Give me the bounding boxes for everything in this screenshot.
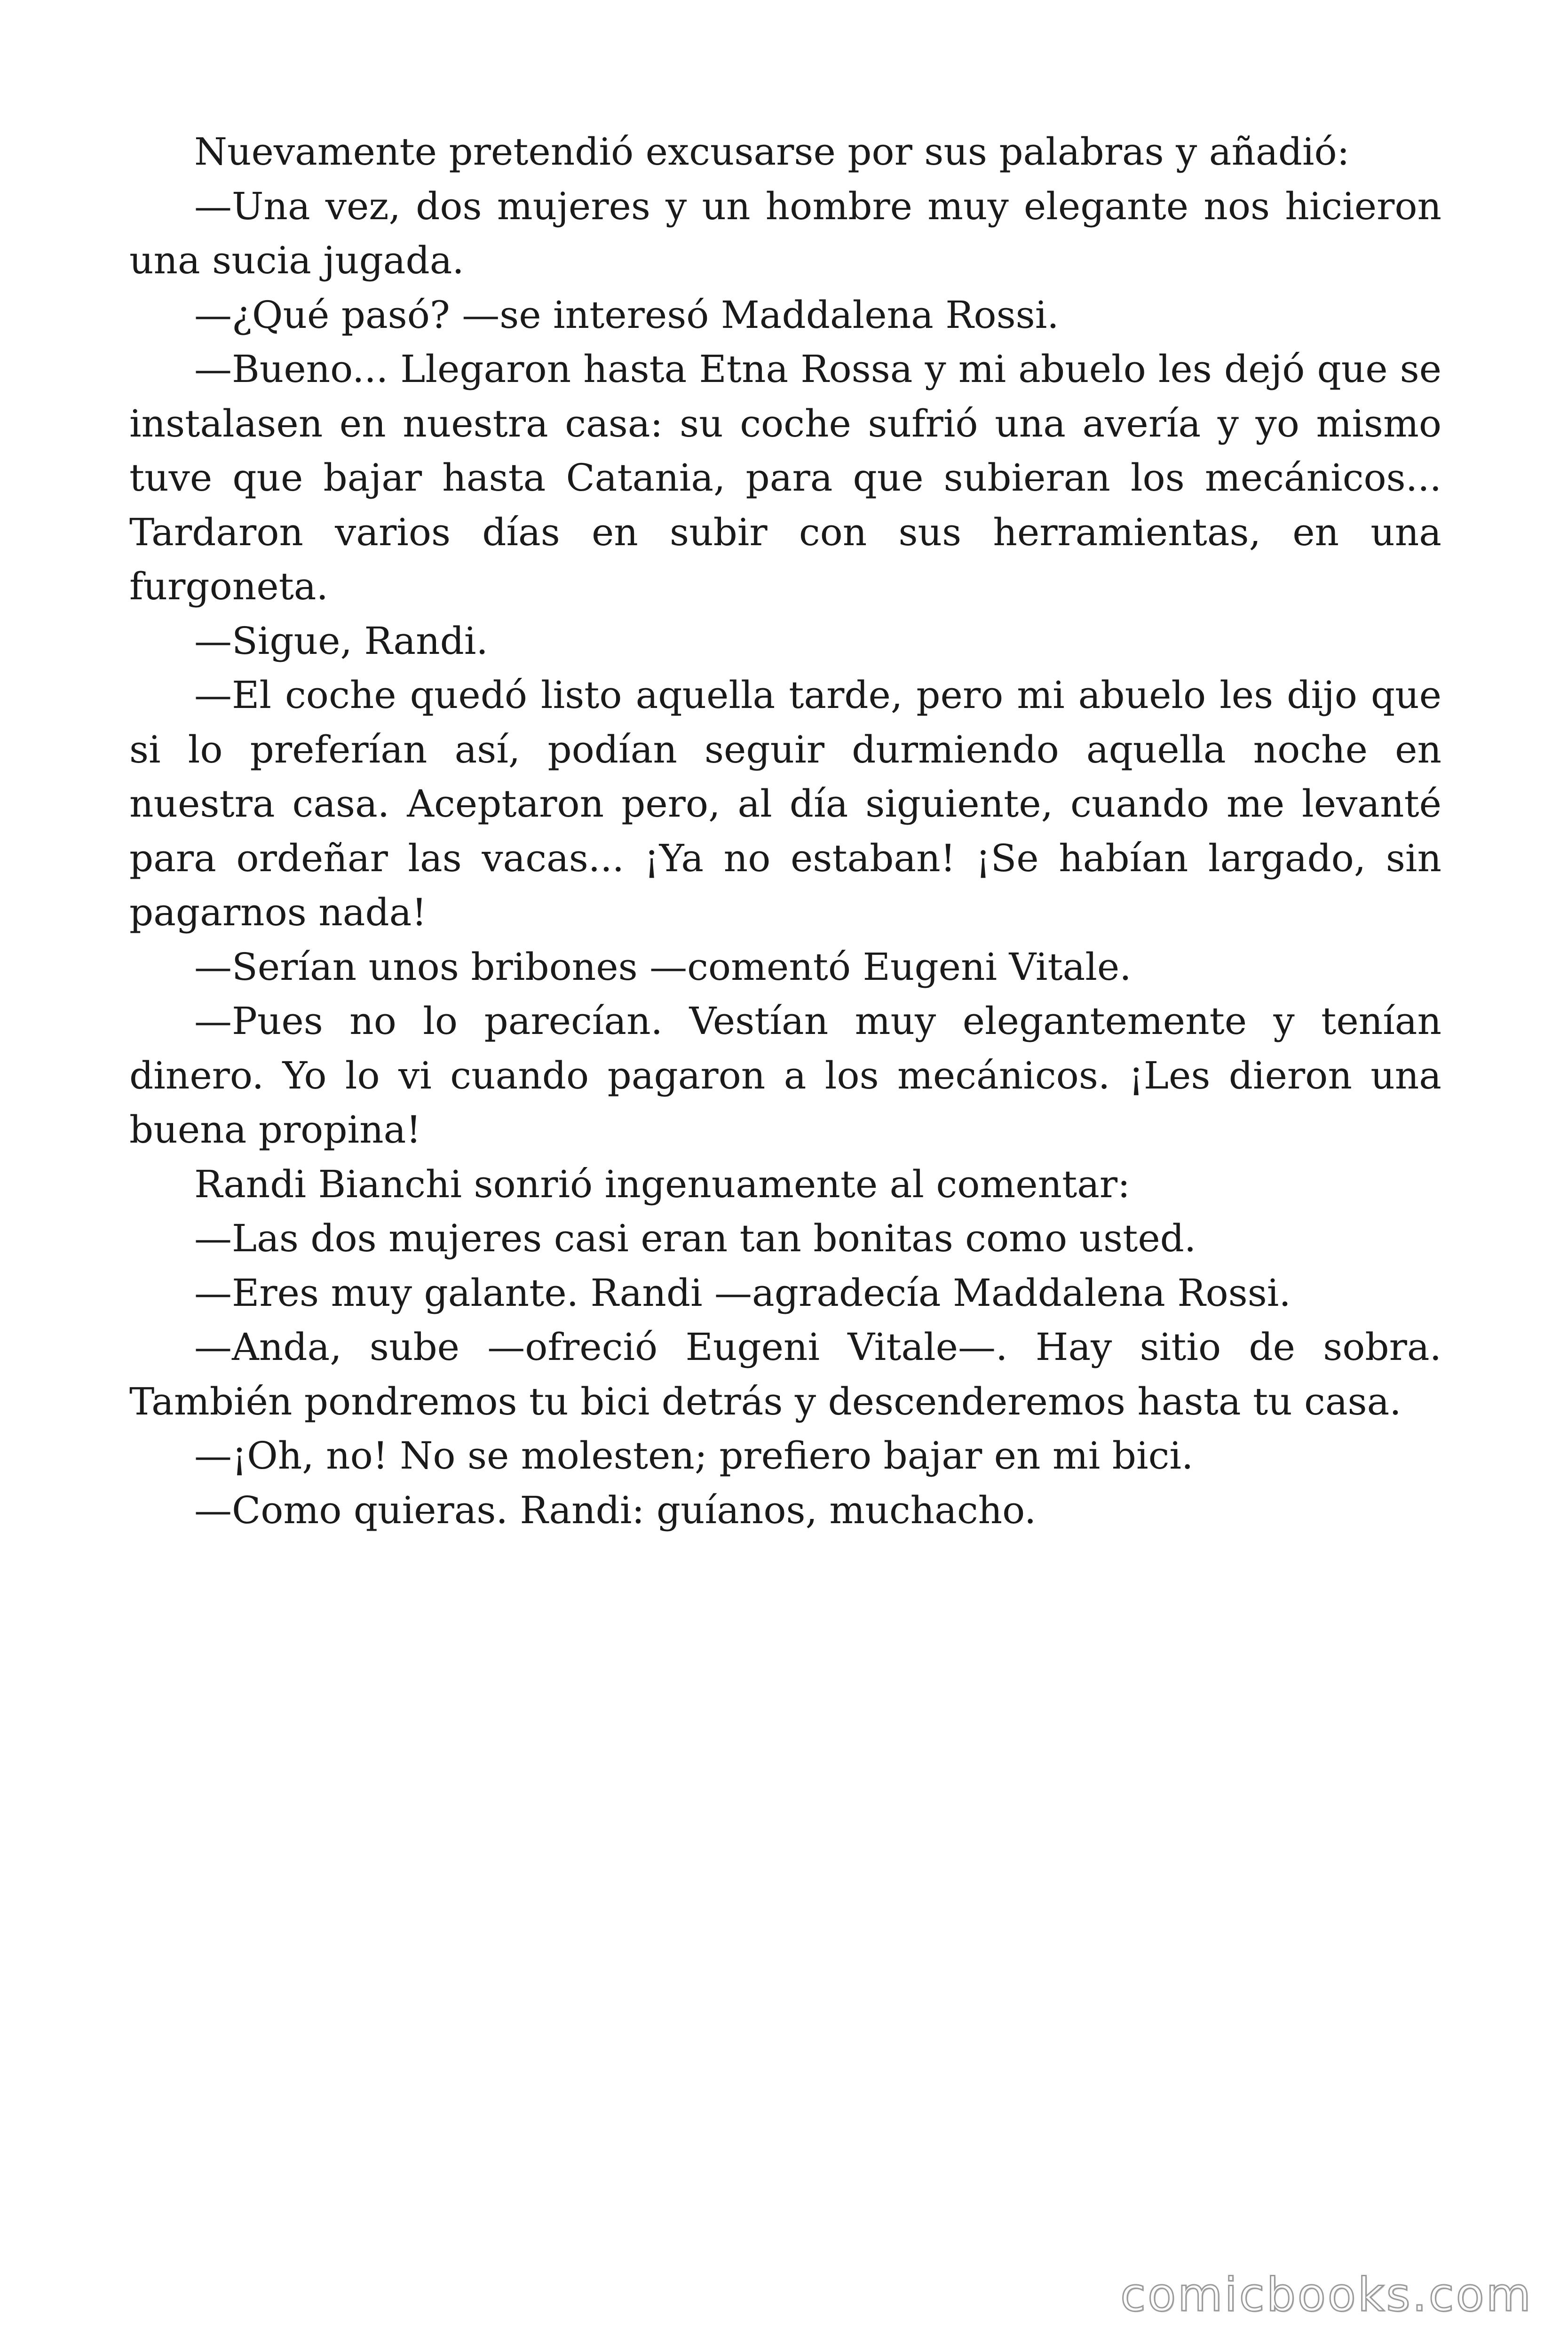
paragraph: —Sigue, Randi.: [194, 619, 488, 663]
paragraph: —Bueno... Llegaron hasta Etna Rossa y mi abuelo les dejó que se instalasen en nuestra casa: su coche sufrió una avería y yo mismo tuve que bajar hasta Catania, para que subieran los mecánicos... Tardaron varios días en subir con sus herramientas, en una furgoneta.: [129, 347, 1441, 608]
paragraph: —El coche quedó listo aquella tarde, pero mi abuelo les dijo que si lo preferían así, podían seguir durmiendo aquella noche en nuestra casa. Aceptaron pero, al día siguiente, cuando me levanté para ordeñar las vacas... ¡Ya no estaban! ¡Se habían largado, sin pagarnos nada!: [129, 673, 1441, 934]
paragraph: —Serían unos bribones —comentó Eugeni Vitale.: [194, 945, 1132, 989]
paragraph: —Como quieras. Randi: guíanos, muchacho.: [194, 1488, 1037, 1532]
paragraph: —¡Oh, no! No se molesten; prefiero bajar en mi bici.: [194, 1434, 1194, 1478]
paragraph: —Eres muy galante. Randi —agradecía Maddalena Rossi.: [194, 1271, 1291, 1315]
paragraph: Nuevamente pretendió excusarse por sus palabras y añadió:: [194, 130, 1350, 174]
paragraph: Randi Bianchi sonrió ingenuamente al comentar:: [194, 1162, 1131, 1206]
paragraph: —Una vez, dos mujeres y un hombre muy elegante nos hicieron una sucia jugada.: [129, 184, 1441, 282]
paragraph: —¿Qué pasó? —se interesó Maddalena Rossi.: [194, 293, 1059, 337]
paragraph: —Pues no lo parecían. Vestían muy elegantemente y tenían dinero. Yo lo vi cuando pagaron a los mecánicos. ¡Les dieron una buena propina!: [129, 999, 1441, 1152]
body-text: [129, 125, 1441, 1537]
paragraph: —Anda, sube —ofreció Eugeni Vitale—. Hay sitio de sobra. También pondremos tu bici detrás y descenderemos hasta tu casa.: [129, 1325, 1441, 1423]
watermark-text: comicbooks.com: [1120, 2268, 1533, 2322]
paragraph: —Las dos mujeres casi eran tan bonitas como usted.: [194, 1216, 1196, 1260]
